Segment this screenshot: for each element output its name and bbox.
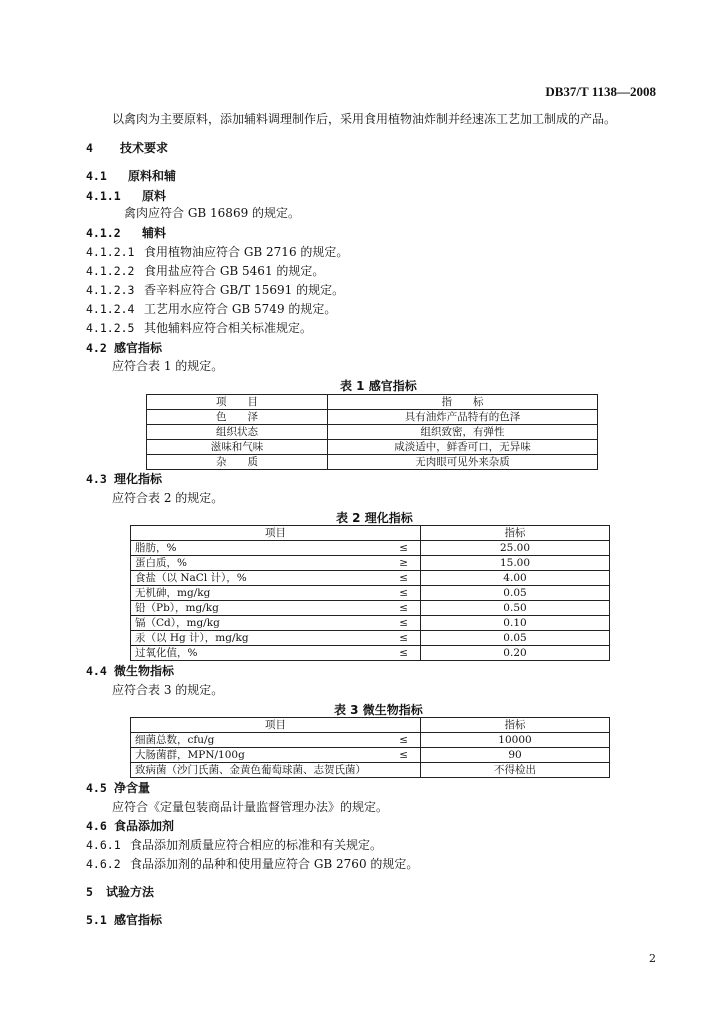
table-1-caption: 表 1 感官指标 [340, 379, 417, 393]
table-row [131, 541, 610, 556]
table-row [131, 616, 610, 631]
table-header: 指标 [421, 526, 610, 541]
table-cell: 0.05 [421, 631, 610, 646]
section-4-1-1-text: 禽肉应符合 GB 16869 的规定。 [124, 206, 301, 220]
table-cell: 镉（Cd），mg/kg [131, 616, 371, 631]
page-number: 2 [649, 952, 656, 965]
table-cell: 组织状态 [147, 425, 328, 440]
table-header: 项 目 [147, 395, 328, 410]
section-number: 4 [86, 141, 93, 155]
section-number: 4.1 [86, 169, 107, 183]
table-cell: 滋味和气味 [147, 440, 328, 455]
table-row [131, 556, 610, 571]
table-cell: 咸淡适中，鲜香可口，无异味 [328, 440, 598, 455]
table-cell: 大肠菌群，MPN/100g [131, 748, 393, 763]
table-row [147, 410, 598, 425]
section-title: 原料和辅 [128, 169, 177, 183]
section-title: 感官指标 [114, 341, 163, 355]
section-number: 4.6 [86, 819, 107, 833]
table-row [131, 733, 610, 748]
table-cell: ≤ [371, 601, 421, 616]
section-4-1-1-heading [86, 188, 166, 204]
section-title: 试验方法 [106, 885, 155, 899]
section-text: 食用盐应符合 GB 5461 的规定。 [144, 264, 325, 278]
section-4-5-text: 应符合《定量包装商品计量监督管理办法》的规定。 [112, 800, 389, 814]
table-header: 指标 [421, 718, 610, 733]
section-4-6-2 [86, 856, 418, 872]
section-number: 5.1 [86, 913, 107, 927]
table-cell: ≤ [371, 571, 421, 586]
section-4-1-heading [86, 168, 176, 184]
table-cell: ≤ [393, 733, 421, 748]
section-4-heading [86, 140, 168, 156]
section-number: 4.1.1 [86, 189, 121, 203]
table-cell: 色 泽 [147, 410, 328, 425]
section-number: 4.5 [86, 781, 107, 795]
table-cell: 4.00 [421, 571, 610, 586]
section-title: 感官指标 [114, 913, 163, 927]
section-5-heading [86, 884, 154, 900]
table-header: 指 标 [328, 395, 598, 410]
table-cell: 致病菌（沙门氏菌、金黄色葡萄球菌、志贺氏菌） [131, 763, 393, 778]
section-text: 香辛料应符合 GB/T 15691 的规定。 [144, 283, 345, 297]
section-text: 其他辅料应符合相关标准规定。 [144, 321, 313, 335]
table-cell: ≥ [371, 556, 421, 571]
table-cell: ≤ [371, 586, 421, 601]
table-cell: 90 [421, 748, 610, 763]
section-4-1-2-5 [86, 320, 312, 336]
section-title: 原料 [142, 189, 167, 203]
section-4-3-heading [86, 471, 162, 487]
section-number: 4.1.2.2 [86, 264, 135, 278]
table-row [131, 646, 610, 661]
intro-paragraph: 以禽肉为主要原料，添加辅料调理制作后，采用食用植物油炸制并经速冻工艺加工制成的产品。 [112, 112, 617, 126]
table-cell: 无肉眼可见外来杂质 [328, 455, 598, 470]
section-title: 理化指标 [114, 472, 163, 486]
table-cell: ≤ [371, 631, 421, 646]
section-text: 食用植物油应符合 GB 2716 的规定。 [144, 245, 349, 259]
table-row [147, 440, 598, 455]
table-cell: 10000 [421, 733, 610, 748]
section-title: 微生物指标 [114, 664, 175, 678]
section-number: 4.1.2 [86, 226, 121, 240]
table-row [131, 631, 610, 646]
table-3-caption: 表 3 微生物指标 [334, 703, 423, 717]
section-number: 4.6.2 [86, 857, 121, 871]
table-cell: 0.50 [421, 601, 610, 616]
table-row [131, 748, 610, 763]
section-4-4-heading [86, 663, 174, 679]
table-cell: 0.20 [421, 646, 610, 661]
section-number: 4.6.1 [86, 838, 121, 852]
table-cell: 具有油炸产品特有的色泽 [328, 410, 598, 425]
table-cell: 0.10 [421, 616, 610, 631]
table-row [131, 763, 610, 778]
section-number: 5 [86, 885, 93, 899]
table-cell: 杂 质 [147, 455, 328, 470]
section-text: 食品添加剂的品种和使用量应符合 GB 2760 的规定。 [130, 857, 419, 871]
section-title: 净含量 [114, 781, 151, 795]
section-5-1-heading [86, 912, 162, 928]
section-title: 食品添加剂 [114, 819, 175, 833]
table-cell: ≤ [393, 748, 421, 763]
table-cell: ≤ [371, 646, 421, 661]
table-cell [393, 763, 421, 778]
section-text: 工艺用水应符合 GB 5749 的规定。 [144, 302, 337, 316]
table-2-caption: 表 2 理化指标 [336, 511, 413, 525]
section-4-1-2-2 [86, 263, 324, 279]
table-cell: 细菌总数，cfu/g [131, 733, 393, 748]
section-title: 辅料 [142, 226, 167, 240]
section-text: 食品添加剂质量应符合相应的标准和有关规定。 [130, 838, 383, 852]
table-row [147, 425, 598, 440]
table-cell: ≤ [371, 541, 421, 556]
table-cell: 过氧化值，% [131, 646, 371, 661]
section-4-3-text: 应符合表 2 的规定。 [112, 491, 224, 505]
section-4-1-2-4 [86, 301, 336, 317]
section-number: 4.2 [86, 341, 107, 355]
table-3-microbiological [130, 717, 610, 778]
section-4-4-text: 应符合表 3 的规定。 [112, 683, 224, 697]
table-2-physicochemical [130, 525, 610, 661]
table-cell: 组织致密，有弹性 [328, 425, 598, 440]
section-number: 4.4 [86, 664, 107, 678]
section-4-5-heading [86, 780, 150, 796]
table-cell: 15.00 [421, 556, 610, 571]
table-cell: 食盐（以 NaCl 计），% [131, 571, 371, 586]
table-cell: 铅（Pb），mg/kg [131, 601, 371, 616]
section-number: 4.1.2.5 [86, 321, 135, 335]
table-row [131, 586, 610, 601]
table-cell: 汞（以 Hg 计），mg/kg [131, 631, 371, 646]
table-row [147, 455, 598, 470]
document-code: DB37/T 1138—2008 [545, 84, 656, 99]
section-title: 技术要求 [120, 141, 169, 155]
table-cell: 0.05 [421, 586, 610, 601]
section-number: 4.1.2.4 [86, 302, 135, 316]
table-cell: 无机砷，mg/kg [131, 586, 371, 601]
table-cell: 蛋白质，% [131, 556, 371, 571]
table-row [131, 571, 610, 586]
section-4-2-heading [86, 340, 162, 356]
section-4-1-2-heading [86, 225, 166, 241]
table-cell: 25.00 [421, 541, 610, 556]
section-number: 4.1.2.1 [86, 245, 135, 259]
table-cell: 脂肪，% [131, 541, 371, 556]
section-number: 4.1.2.3 [86, 283, 135, 297]
section-4-6-heading [86, 818, 174, 834]
table-row [131, 601, 610, 616]
section-4-6-1 [86, 837, 382, 853]
section-number: 4.3 [86, 472, 107, 486]
table-cell: ≤ [371, 616, 421, 631]
section-4-2-text: 应符合表 1 的规定。 [112, 359, 224, 373]
table-cell: 不得检出 [421, 763, 610, 778]
table-header: 项目 [131, 718, 421, 733]
table-1-sensory [146, 394, 598, 470]
section-4-1-2-1 [86, 244, 348, 260]
table-header: 项目 [131, 526, 421, 541]
section-4-1-2-3 [86, 282, 344, 298]
